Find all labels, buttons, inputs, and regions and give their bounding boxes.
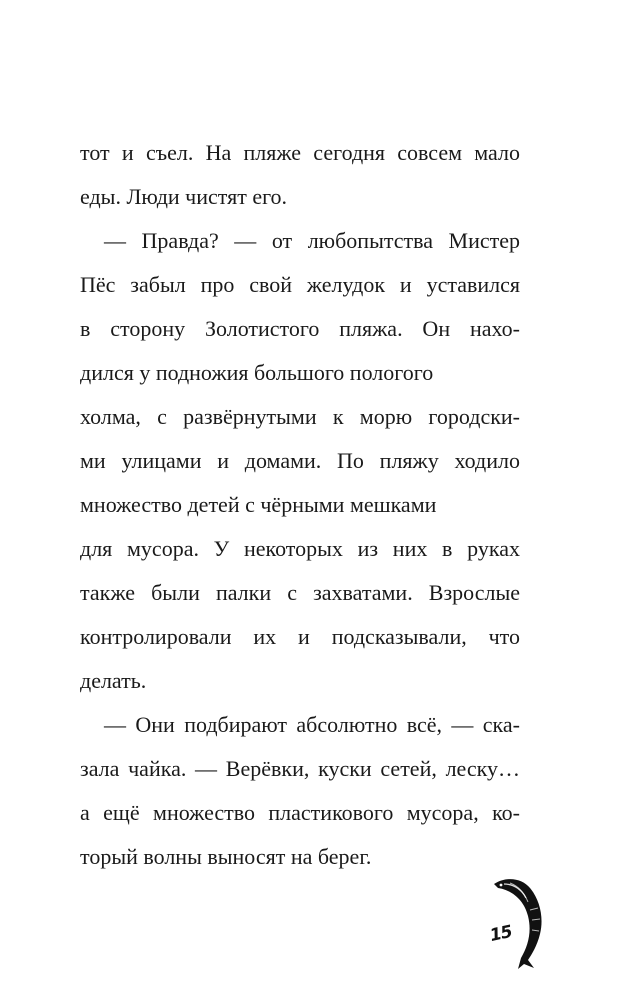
page-folio [488,870,548,970]
text-line: еды. Люди чистят его. [80,184,288,209]
text-line: дился у подножия большого пологого [80,360,434,385]
text-line: контролировали их и подсказывали, что [80,624,520,649]
text-line: холма, с развёрнутыми к морю городски- [80,404,520,429]
page-body-text [80,131,520,879]
text-line: тот и съел. На пляже сегодня совсем мало [80,140,520,165]
text-line: — Они подбирают абсолютно всё, — ска- [104,712,520,737]
text-line: также были палки с захватами. Взрослые [80,580,520,605]
text-line: в сторону Золотистого пляжа. Он нахо- [80,316,520,341]
text-line: делать. [80,668,147,693]
text-line: — Правда? — от любопытства Мистер [104,228,520,253]
text-line: для мусора. У некоторых из них в руках [80,536,520,561]
text-line: ми улицами и домами. По пляжу ходило [80,448,520,473]
text-line: множество детей с чёрными мешками [80,492,437,517]
text-line: Пёс забыл про свой желудок и уставился [80,272,520,297]
text-line: а ещё множество пластикового мусора, ко- [80,800,520,825]
page-number: 15 [488,921,514,947]
text-line: зала чайка. — Верёвки, куски сетей, леску… [80,756,520,781]
fish-icon [488,870,548,970]
text-line: торый волны выносят на берег. [80,844,372,869]
